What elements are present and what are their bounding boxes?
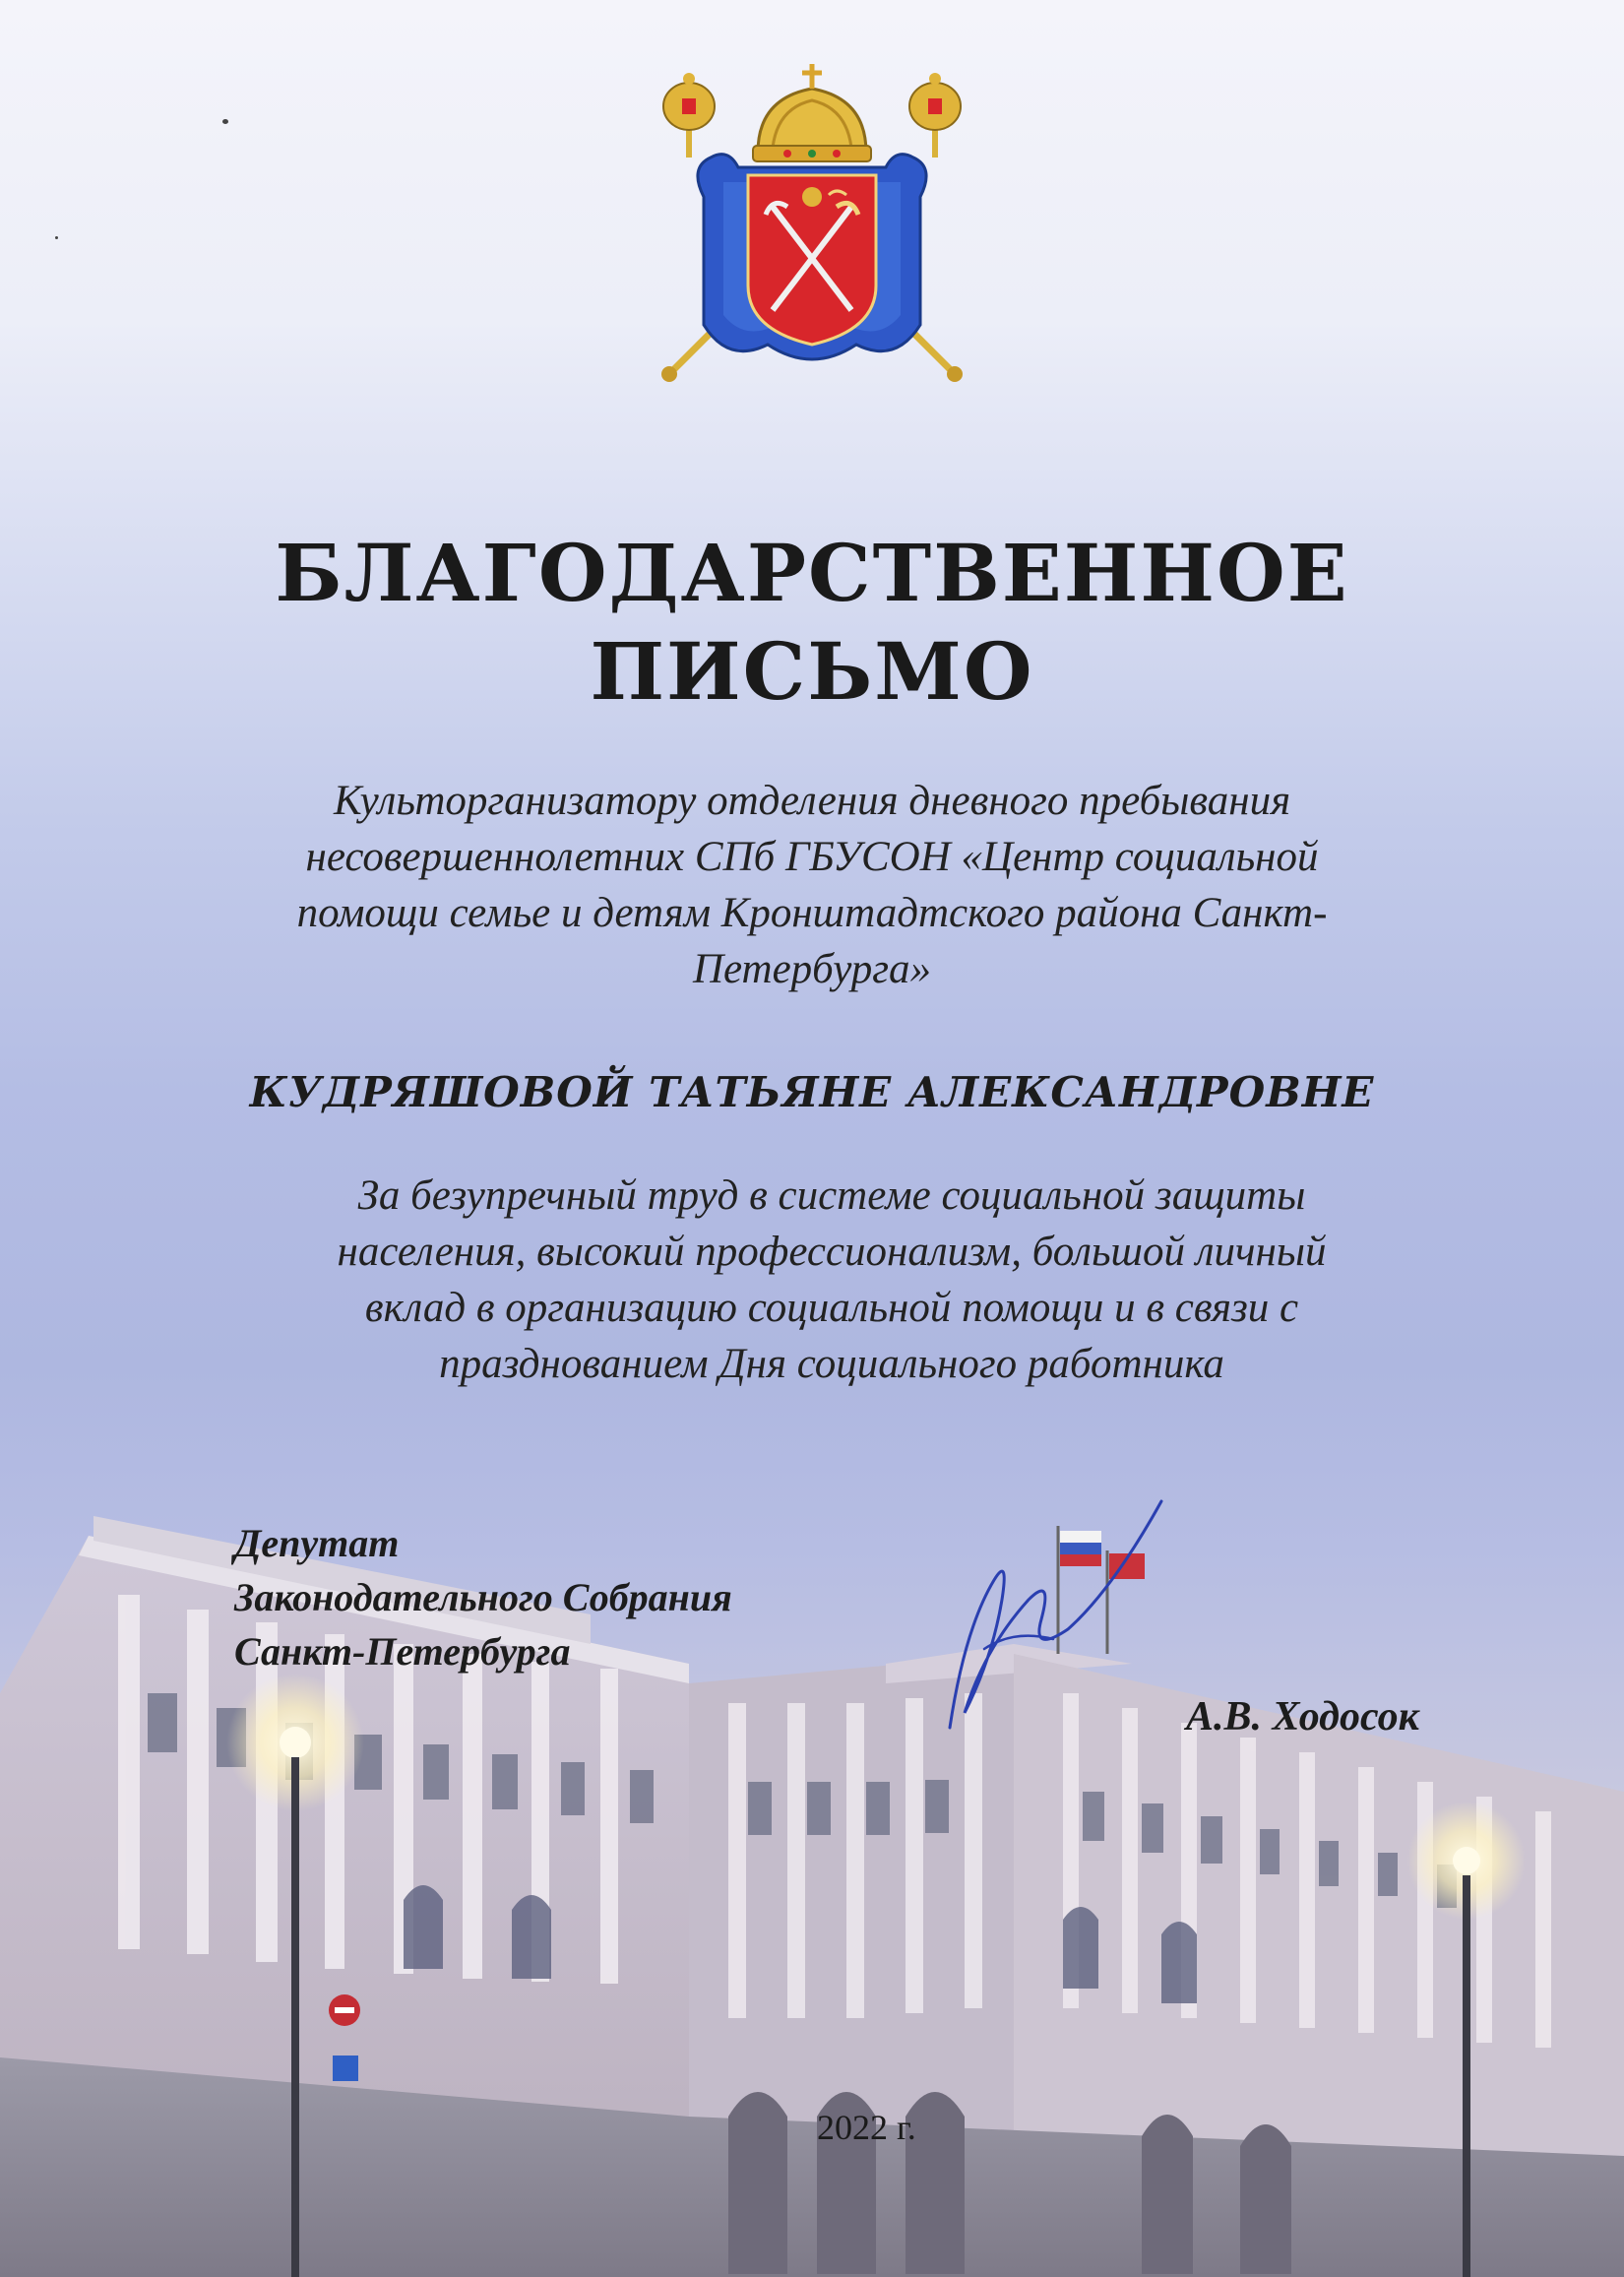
document-title-line-2: ПИСЬМО — [590, 625, 1034, 718]
award-reason-line: населения, высокий профессионализм, большой личный — [337, 1229, 1327, 1275]
document-title-line-1: БЛАГОДАРСТВЕННОЕ — [275, 527, 1349, 619]
coat-of-arms-emblem — [650, 49, 974, 394]
recipient-name: КУДРЯШОВОЙ ТАТЬЯНЕ АЛЕКСАНДРОВНЕ — [249, 1068, 1375, 1116]
recipient-description-line: Петербурга» — [692, 946, 932, 992]
award-reason-line: За безупречный труд в системе социальной защиты — [357, 1172, 1306, 1219]
signer-title-line: Депутат — [234, 1521, 400, 1565]
award-reason-line: празднованием Дня социального работника — [439, 1341, 1224, 1387]
building-illustration — [0, 1368, 1624, 2277]
award-reason-line: вклад в организацию социальной помощи и в связи с — [364, 1285, 1299, 1331]
handwritten-signature — [925, 1482, 1181, 1767]
award-reason — [256, 1168, 1407, 1392]
crown-icon — [753, 64, 871, 161]
document-year: 2022 г. — [817, 2108, 916, 2147]
recipient-description-line: Культорганизатору отделения дневного пребывания — [333, 778, 1291, 824]
scan-dust-mark — [222, 119, 228, 124]
shield-icon — [748, 175, 876, 345]
signer-title-line: Санкт-Петербурга — [234, 1629, 571, 1674]
signer-title — [234, 1516, 732, 1678]
signer-title-line: Законодательного Собрания — [234, 1575, 732, 1619]
scan-dust-mark — [55, 236, 58, 239]
recipient-description-line: несовершеннолетних СПб ГБУСОН «Центр социальной — [305, 834, 1319, 880]
recipient-description — [236, 773, 1388, 997]
signer-name: А.В. Ходосок — [1186, 1694, 1419, 1739]
recipient-description-line: помощи семье и детям Кронштадтского района Санкт- — [296, 890, 1328, 936]
